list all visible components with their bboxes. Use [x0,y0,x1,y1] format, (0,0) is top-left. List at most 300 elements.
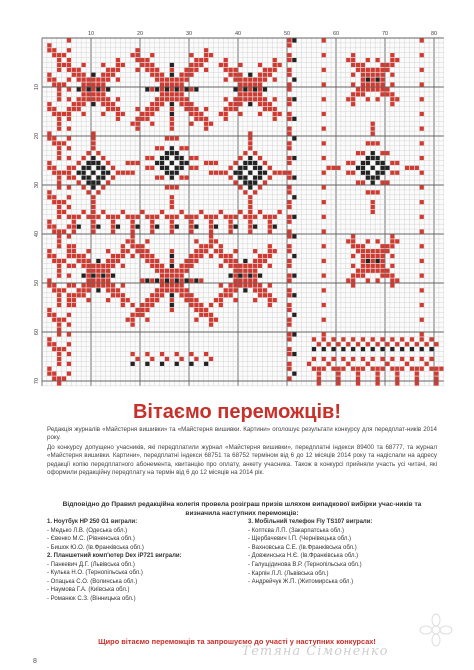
stitch-red [67,249,71,253]
stitch-red [67,48,71,52]
stitch-red [287,347,291,351]
stitch-red [184,259,188,263]
stitch-red [160,92,164,96]
stitch-red [62,259,66,263]
congratulations-footer: Щиро вітаємо переможців та запрошуємо до участі у наступних конкурсах! [98,637,376,646]
stitch-black [258,166,262,170]
stitch-red [91,200,95,204]
stitch-red [278,112,282,116]
stitch-red [390,73,394,77]
stitch-red [371,210,375,214]
stitch-red [131,318,135,322]
stitch-red [170,278,174,282]
stitch-red [287,97,291,101]
stitch-red [366,68,370,72]
stitch-red [77,215,81,219]
stitch-red [322,38,326,42]
stitch-red [351,82,355,86]
stitch-red [57,146,61,150]
stitch-red [356,92,360,96]
stitch-red [219,249,223,253]
stitch-red [243,97,247,101]
stitch-black [292,352,296,356]
intro-text [47,426,437,478]
stitch-red [91,92,95,96]
stitch-red [390,254,394,258]
stitch-black [322,347,326,351]
stitch-red [194,63,198,67]
stitch-red [150,73,154,77]
stitch-black [106,171,110,175]
stitch-red [86,269,90,273]
stitch-red [62,53,66,57]
stitch-red [209,234,213,238]
stitch-black [82,166,86,170]
stitch-red [189,220,193,224]
stitch-red [47,195,51,199]
stitch-red [233,97,237,101]
stitch-red [184,269,188,273]
stitch-red [106,278,110,282]
stitch-red [194,308,198,312]
stitch-red [184,146,188,150]
stitch-red [351,73,355,77]
stitch-black [380,166,384,170]
stitch-red [189,278,193,282]
stitch-red [287,249,291,253]
winner-name: Медько Л.В. [50,527,85,534]
stitch-red [238,210,242,214]
stitch-red [170,185,174,189]
stitch-red [376,97,380,101]
stitch-red [165,269,169,273]
stitch-red [57,63,61,67]
stitch-red [121,298,125,302]
stitch-red [322,68,326,72]
stitch-red [322,127,326,131]
stitch-red [405,342,409,346]
stitch-red [91,87,95,91]
stitch-black [229,274,233,278]
stitch-red [121,63,125,67]
stitch-red [322,367,326,371]
stitch-red [253,82,257,86]
stitch-red [180,264,184,268]
stitch-red [116,78,120,82]
stitch-red [420,274,424,278]
stitch-red [57,176,61,180]
stitch-red [116,171,120,175]
stitch-black [361,166,365,170]
stitch-red [390,357,394,361]
stitch-red [243,78,247,82]
stitch-red [209,239,213,243]
winner-row [47,561,232,570]
stitch-red [268,102,272,106]
stitch-red [82,73,86,77]
stitch-red [96,151,100,155]
stitch-red [219,254,223,258]
stitch-red [380,274,384,278]
stitch-red [175,78,179,82]
stitch-red [106,249,110,253]
stitch-red [86,151,90,155]
stitch-red [145,318,149,322]
stitch-red [439,367,443,371]
stitch-red [268,298,272,302]
stitch-red [385,180,389,184]
stitch-red [170,288,174,292]
stitch-red [229,166,233,170]
stitch-red [312,357,316,361]
stitch-red [425,362,429,366]
stitch-red [238,97,242,101]
winner-row [248,570,448,579]
stitch-red [165,92,169,96]
stitch-red [287,43,291,47]
stitch-black [376,171,380,175]
stitch-red [111,293,115,297]
stitch-red [165,185,169,189]
stitch-red [180,274,184,278]
stitch-red [209,303,213,307]
stitch-red [170,249,174,253]
stitch-black [292,195,296,199]
stitch-red [346,239,350,243]
stitch-red [86,278,90,282]
stitch-red [253,259,257,263]
stitch-red [273,249,277,253]
stitch-red [145,239,149,243]
stitch-red [356,342,360,346]
stitch-red [57,53,61,57]
stitch-black [376,259,380,263]
stitch-red [170,259,174,263]
stitch-red [57,180,61,184]
stitch-red [170,127,174,131]
stitch-red [62,210,66,214]
stitch-red [380,259,384,263]
stitch-red [116,293,120,297]
stitch-black [371,166,375,170]
stitch-red [131,161,135,165]
stitch-red [131,254,135,258]
stitch-red [248,92,252,96]
stitch-red [140,249,144,253]
stitch-red [175,185,179,189]
stitch-red [214,215,218,219]
stitch-red [111,283,115,287]
stitch-red [160,210,164,214]
stitch-black [165,87,169,91]
stitch-red [52,141,56,145]
stitch-red [52,225,56,229]
stitch-red [180,357,184,361]
stitch-black [390,347,394,351]
stitch-black [253,87,257,91]
stitch-red [351,283,355,287]
stitch-black [155,278,159,282]
stitch-red [72,254,76,258]
stitch-red [47,220,51,224]
stitch-black [361,161,365,165]
stitch-red [351,337,355,341]
stitch-red [287,131,291,135]
stitch-red [341,357,345,361]
stitch-red [180,176,184,180]
stitch-red [101,112,105,116]
stitch-red [204,161,208,165]
stitch-red [376,367,380,371]
winner-region: (Тернопільська обл.) [83,570,143,577]
stitch-red [263,259,267,263]
stitch-red [224,58,228,62]
winner-name: Романюк С.З. [50,595,89,602]
stitch-red [135,161,139,165]
stitch-red [248,78,252,82]
stitch-red [57,82,61,86]
stitch-red [287,337,291,341]
stitch-red [376,264,380,268]
stitch-black [273,225,277,229]
column-label: 20 [136,31,144,37]
stitch-red [72,249,76,253]
stitch-black [292,274,296,278]
stitch-red [331,357,335,361]
stitch-red [170,117,174,121]
stitch-red [395,381,399,385]
stitch-black [243,87,247,91]
stitch-red [361,249,365,253]
stitch-black [371,156,375,160]
stitch-red [385,151,389,155]
stitch-red [67,58,71,62]
stitch-red [400,337,404,341]
stitch-red [101,283,105,287]
stitch-red [184,73,188,77]
stitch-red [67,254,71,258]
stitch-red [380,180,384,184]
stitch-red [287,82,291,86]
winner-name: Вахновська С.Е. [251,544,298,551]
stitch-red [258,102,262,106]
stitch-red [351,264,355,268]
stitch-red [47,166,51,170]
stitch-black [361,171,365,175]
stitch-red [106,274,110,278]
stitch-red [180,293,184,297]
stitch-red [263,293,267,297]
stitch-red [47,102,51,106]
stitch-red [356,372,360,376]
stitch-red [57,347,61,351]
prize-title: 2. Планшетний комп'ютер Dex iP721 виграли: [47,553,182,559]
stitch-red [106,298,110,302]
stitch-red [62,141,66,145]
stitch-red [307,362,311,366]
prize-block-tablet [47,552,232,604]
stitch-red [106,161,110,165]
stitch-black [170,161,174,165]
stitch-red [361,180,365,184]
stitch-red [233,249,237,253]
chart-column-labels [88,31,437,37]
stitch-red [390,97,394,101]
stitch-black [194,278,198,282]
stitch-red [268,249,272,253]
stitch-red [180,102,184,106]
stitch-red [273,117,277,121]
winner-region: (Волинська обл.) [88,578,138,585]
stitch-red [57,229,61,233]
stitch-red [77,102,81,106]
stitch-red [390,244,394,248]
stitch-red [420,171,424,175]
stitch-red [82,259,86,263]
stitch-red [121,171,125,175]
stitch-red [72,220,76,224]
stitch-red [91,205,95,209]
stitch-red [366,362,370,366]
stitch-red [86,264,90,268]
stitch-red [376,87,380,91]
stitch-red [224,288,228,292]
stitch-red [184,215,188,219]
bullet-dash: - [47,587,51,594]
stitch-black [86,176,90,180]
stitch-red [131,225,135,229]
stitch-red [57,376,61,380]
stitch-red [420,303,424,307]
stitch-red [209,171,213,175]
stitch-red [371,78,375,82]
stitch-red [86,92,90,96]
stitch-red [273,107,277,111]
winner-region: (Київська обл.) [86,587,130,594]
stitch-black [380,171,384,175]
stitch-red [67,146,71,150]
stitch-red [96,283,100,287]
stitch-black [175,166,179,170]
stitch-red [385,92,389,96]
stitch-black [400,347,404,351]
stitch-red [82,82,86,86]
stitch-red [390,278,394,282]
stitch-red [385,244,389,248]
stitch-black [170,102,174,106]
stitch-red [91,215,95,219]
winner-region: (Тернопільська обл.) [302,561,362,568]
stitch-red [57,303,61,307]
stitch-red [351,58,355,62]
stitch-red [263,180,267,184]
stitch-red [106,259,110,263]
stitch-red [204,117,208,121]
stitch-red [204,68,208,72]
stitch-red [361,78,365,82]
stitch-red [175,288,179,292]
stitch-red [204,249,208,253]
stitch-red [116,63,120,67]
stitch-black [356,166,360,170]
stitch-red [189,122,193,126]
stitch-red [420,200,424,204]
stitch-red [380,337,384,341]
stitch-red [253,249,257,253]
stitch-red [410,166,414,170]
stitch-red [248,205,252,209]
stitch-red [327,342,331,346]
stitch-black [91,161,95,165]
stitch-red [126,318,130,322]
stitch-red [150,215,154,219]
stitch-red [351,357,355,361]
stitch-red [273,68,277,72]
stitch-red [111,176,115,180]
stitch-red [189,215,193,219]
stitch-red [57,185,61,189]
stitch-black [82,171,86,175]
stitch-red [385,63,389,67]
stitch-red [209,225,213,229]
stitch-red [111,102,115,106]
stitch-red [67,298,71,302]
stitch-red [170,107,174,111]
stitch-red [140,117,144,121]
stitch-red [238,82,242,86]
column-label: 40 [234,31,242,37]
stitch-red [415,367,419,371]
stitch-red [361,259,365,263]
stitch-red [150,225,154,229]
stitch-red [366,342,370,346]
stitch-red [180,87,184,91]
stitch-black [248,171,252,175]
stitch-black [258,171,262,175]
stitch-red [57,264,61,268]
stitch-red [243,92,247,96]
stitch-black [351,347,355,351]
stitch-red [180,269,184,273]
stitch-red [356,151,360,155]
stitch-red [189,68,193,72]
stitch-red [189,352,193,356]
stitch-red [101,92,105,96]
stitch-red [268,166,272,170]
stitch-red [322,337,326,341]
stitch-black [131,362,135,366]
stitch-red [82,288,86,292]
stitch-red [390,264,394,268]
stitch-red [366,190,370,194]
stitch-red [131,239,135,243]
stitch-black [189,362,193,366]
stitch-red [170,92,174,96]
stitch-red [194,357,198,361]
stitch-red [263,97,267,101]
stitch-red [47,249,51,253]
stitch-red [57,210,61,214]
winner-name: Довжинська Н.Є. [251,553,299,560]
stitch-red [229,264,233,268]
stitch-red [238,112,242,116]
stitch-black [366,78,370,82]
stitch-red [91,82,95,86]
stitch-red [194,156,198,160]
stitch-red [282,171,286,175]
stitch-red [47,313,51,317]
stitch-red [101,73,105,77]
